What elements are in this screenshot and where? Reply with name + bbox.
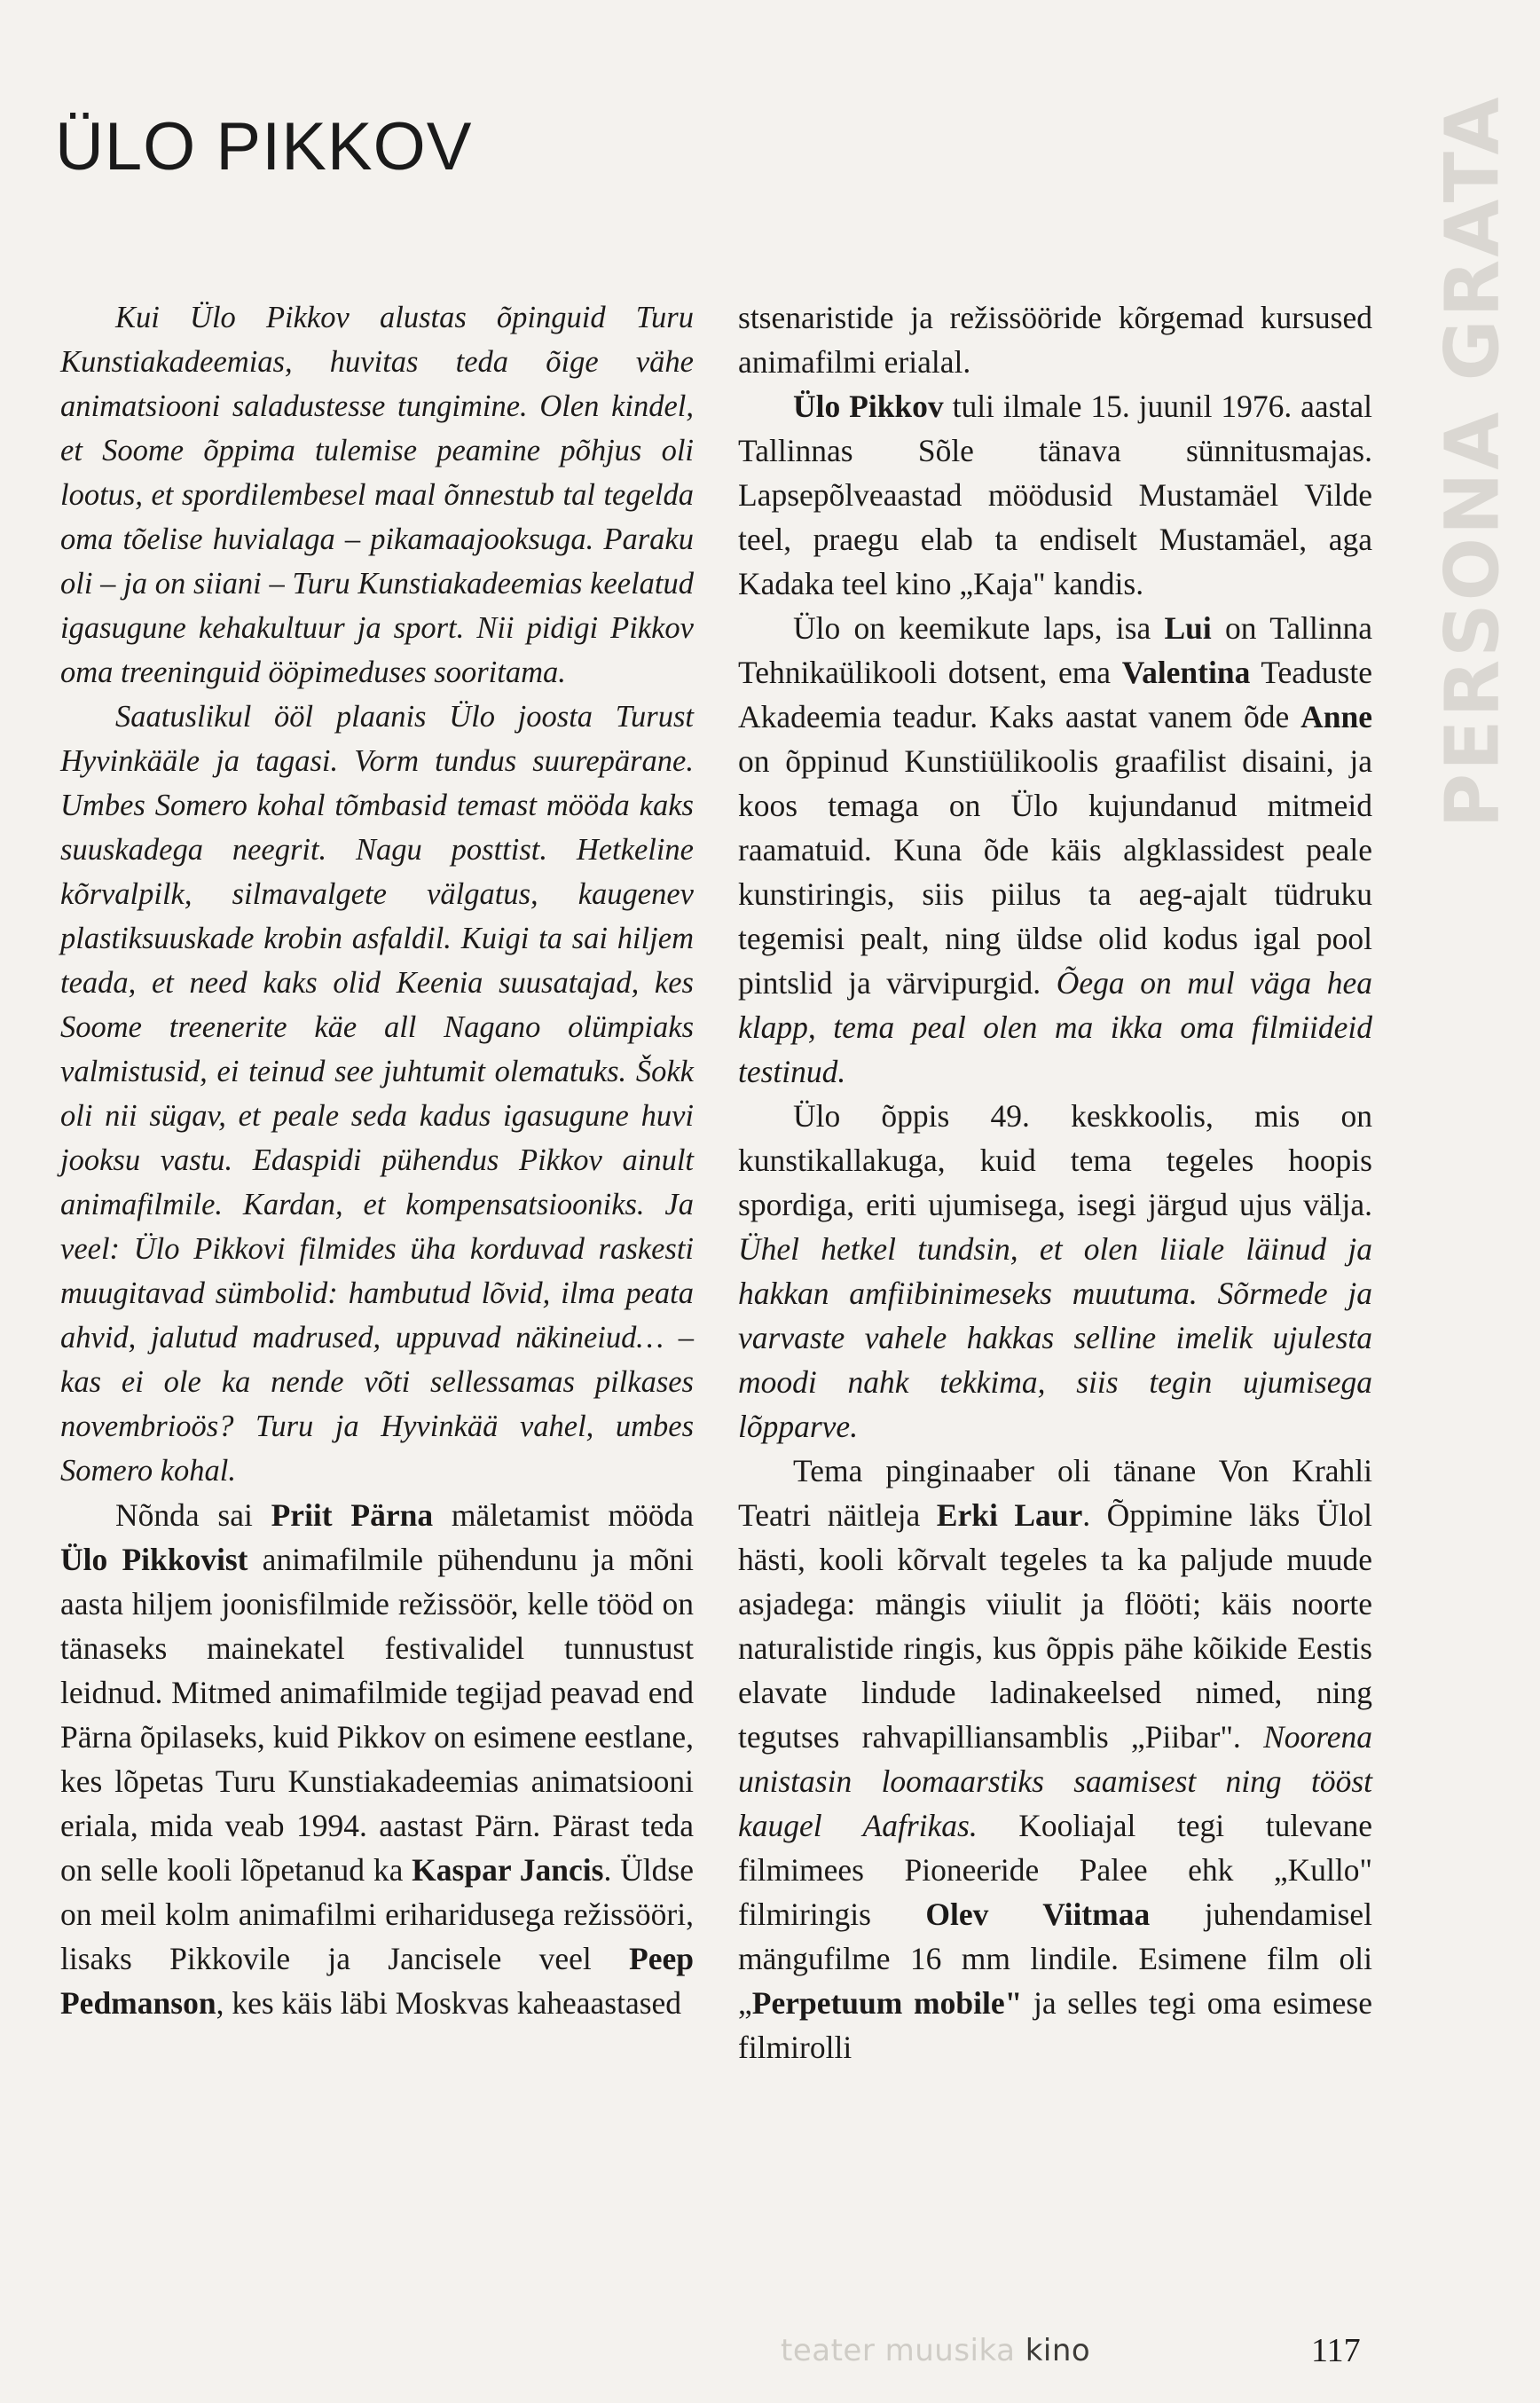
section-label <box>1428 94 1515 828</box>
body-paragraph <box>738 384 1372 606</box>
text-run: . Õppimine läks Ülol hästi, kooli kõrvalt tegeles ta ka paljude muude asjadega: mängis viiulit ja flööti; käis noorte naturalistide ringis, kus õppis pähe kõikide Eestis elavate lindude ladinakeelsed nimed, ning tegutses rahvapilliansamblis „Piibar". <box>738 1497 1372 1755</box>
text-run: , kes käis läbi Moskvas kaheaastased <box>216 1985 682 2021</box>
quote: Noorena unistasin loomaarstiks saamisest ning tööst kaugel Aafrikas. <box>738 1719 1372 1843</box>
text-run: . Üldse on meil kolm animafilmi eriharidusega režissööri, lisaks Pikkovile ja Jancisele veel <box>60 1852 694 1976</box>
right-column <box>738 295 1372 2069</box>
text-run: juhendamisel mängufilme 16 mm lindile. Esimene film oli „ <box>738 1896 1373 2021</box>
body-paragraph <box>738 606 1372 1094</box>
intro-paragraph: Kui Ülo Pikkov alustas õpinguid Turu Kunstiakadeemias, huvitas teda õige vähe animatsiooni saladustesse tungimine. Olen kindel, et Soome õppima tulemise peamine põhjus oli lootus, et spordilembesel maal õnnestub tal tegelda oma tõelise huvialaga – pikamaajooksuga. Paraku oli – ja on siiani – Turu Kunstiakadeemias keelatud igasugune kehakultuur ja sport. Nii pidigi Pikkov oma treeninguid ööpimeduses sooritama. <box>60 301 694 689</box>
text-run: Teaduste Akadeemia teadur. Kaks aastat vanem õde <box>738 655 1372 734</box>
body-paragraph <box>738 1449 1372 2069</box>
body-paragraph <box>60 1493 694 2025</box>
person-name: Erki Laur <box>936 1497 1083 1533</box>
left-column <box>60 295 694 2025</box>
text-run: Kooliajal tegi tulevane filmimees Pioneeride Palee ehk „Kullo" filmiringis <box>738 1808 1372 1932</box>
page-title: ÜLO PIKKOV <box>55 109 473 185</box>
text-run: ja selles tegi oma esimese filmirolli <box>738 1985 1372 2065</box>
person-name: Kaspar Jancis <box>412 1852 604 1888</box>
brand-text: teater muusika <box>781 2333 1016 2368</box>
person-name: Ülo Pikkov <box>793 389 944 424</box>
person-name: Priit Pärna <box>271 1497 434 1533</box>
person-name: Olev Viitmaa <box>925 1896 1151 1932</box>
person-name: Peep Pedmanson <box>60 1941 694 2021</box>
text-run: Ülo õppis 49. keskkoolis, mis on kunstikallakuga, kuid tema tegeles hoopis spordiga, eriti ujumisega, isegi järgud ujus välja. <box>738 1098 1372 1222</box>
magazine-brand <box>781 2333 1090 2368</box>
text-run: animafilmile pühendunu ja mõni aasta hiljem joonisfilmide režissöör, kelle tööd on tänaseks mainekatel festivalidel tunnustust leidnud. Mitmed animafilmide tegijad peavad end Pärna õpilaseks, kuid Pikkov on esimene eestlane, kes lõpetas Turu Kunstiakadeemias animatsiooni eriala, mida veab 1994. aastast Pärn. Pärast teda on selle kooli lõpetanud ka <box>60 1542 694 1888</box>
page-number: 117 <box>1311 2332 1361 2369</box>
text-run: Ülo on keemikute laps, isa <box>793 610 1165 646</box>
text-run: Tema pinginaaber oli tänane Von Krahli Teatri näitleja <box>738 1453 1372 1533</box>
person-name: Anne <box>1300 699 1372 734</box>
text-run: on Tallinna Tehnikaülikooli dotsent, ema <box>738 610 1372 690</box>
body-paragraph <box>738 1094 1372 1449</box>
body-paragraph: stsenaristide ja režissööride kõrgemad kursused animafilmi erialal. <box>738 300 1372 380</box>
quote: Õega on mul väga hea klapp, tema peal olen ma ikka oma filmiideid testinud. <box>738 965 1372 1089</box>
person-name: Lui <box>1164 610 1212 646</box>
section-label-text: PERSONA GRATA <box>1428 94 1515 828</box>
quote: Ühel hetkel tundsin, et olen liiale läinud ja hakkan amfiibinimeseks muutuma. Sõrmede ja varvaste vahele hakkas selline imelik ujulesta moodi nahk tekkima, siis tegin ujumisega lõpparve. <box>738 1231 1372 1444</box>
film-title: Perpetuum mobile" <box>751 1985 1023 2021</box>
text-run: mäletamist mööda <box>433 1497 694 1533</box>
intro-paragraph: Saatuslikul ööl plaanis Ülo joosta Turust Hyvinkääle ja tagasi. Vorm tundus suurepärane. Umbes Somero kohal tõmbasid temast mööda kaks suuskadega neegrit. Nagu posttist. Hetkeline kõrvalpilk, silmavalgete välgatus, kaugenev plastiksuuskade krobin asfaldil. Kuigi ta sai hiljem teada, et need kaks olid Keenia suusatajad, kes Soome treenerite käe all Nagano olümpiaks valmistusid, ei teinud see juhtumit olematuks. Šokk oli nii sügav, et peale seda kadus igasugune huvi jooksu vastu. Edaspidi pühendus Pikkov ainult animafilmile. Kardan, et kompensatsiooniks. Ja veel: Ülo Pikkovi filmides üha korduvad raskesti muugitavad sümbolid: hambutud lõvid, ilma peata ahvid, jalutud madrused, uppuvad näkineiud… – kas ei ole ka nende võti sellessamas pilkases novembrioös? Turu ja Hyvinkää vahel, umbes Somero kohal. <box>60 700 694 1488</box>
brand-text: kino <box>1015 2333 1091 2368</box>
text-run: tuli ilmale 15. juunil 1976. aastal Tallinnas Sõle tänava sünnitusmajas. Lapsepõlveaastad möödusid Mustamäel Vilde teel, praegu elab ta endiselt Mustamäel, aga Kadaka teel kino „Kaja" kandis. <box>738 389 1372 601</box>
text-run: on õppinud Kunstiülikoolis graafilist disaini, ja koos temaga on Ülo kujundanud mitmeid raamatuid. Kuna õde käis algklassidest peale kunstiringis, siis piilus ta aeg-ajalt tüdruku tegemisi pealt, ning üldse olid kodus igal pool pintslid ja värvipurgid. <box>738 743 1372 1001</box>
person-name: Ülo Pikkovist <box>60 1542 248 1577</box>
text-run: Nõnda sai <box>115 1497 271 1533</box>
person-name: Valentina <box>1121 655 1251 690</box>
